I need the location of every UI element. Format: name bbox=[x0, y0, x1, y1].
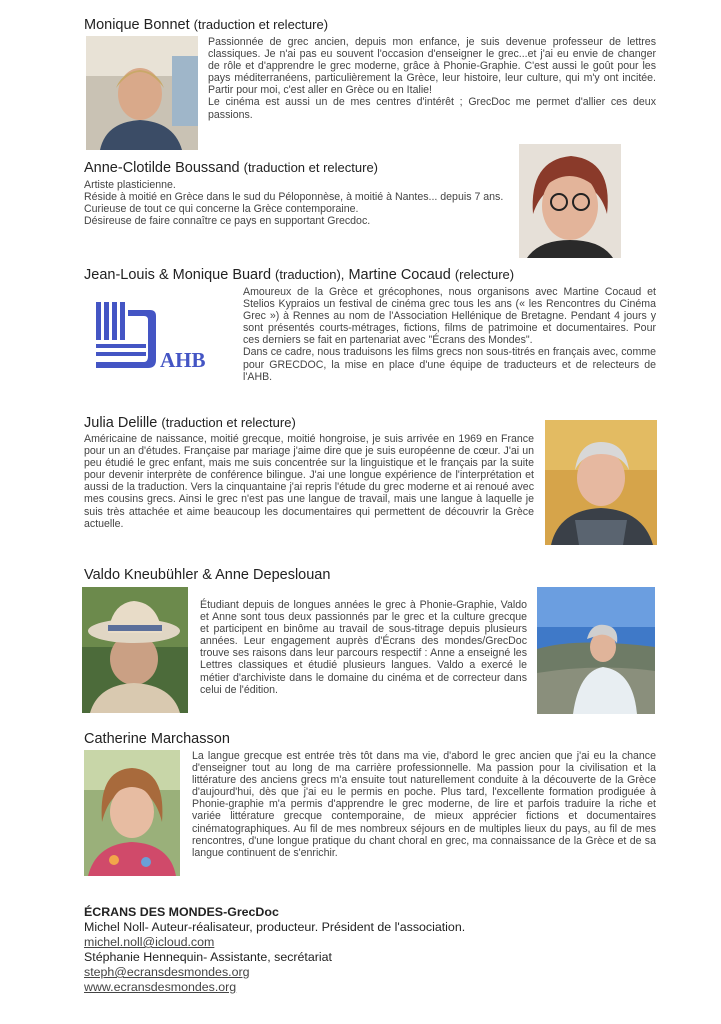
bio-buard-cocaud: Amoureux de la Grèce et grécophones, nous organisons avec Martine Cocaud et Stelios Kypraios un festival de cinéma grec tous les ans (« les Rencontres du Cinéma Grec ») à Rennes au nom de l'Association Hellénique de Bretagne. Pendant 4 jours y sont présentés courts-métrages, fictions, films de patrimoine et documentaires. Pour ces derniers se fait en partenariat avec "Écrans des Mondes". Dans ce cadre, nous traduisons les films grecs non sous-titrés en français avec, comme pour GRECDOC, la mise en place d'une équipe de traducteurs et de relecteurs de l'AHB. bbox=[243, 286, 656, 383]
contact-footer bbox=[84, 905, 465, 995]
contact-line-assistant: Stéphanie Hennequin- Assistante, secrétariat bbox=[84, 950, 332, 964]
photo-anne-depeslouan bbox=[537, 587, 655, 714]
bio-anne-clotilde-boussand: Artiste plasticienne. Réside à moitié en Grèce dans le sud du Péloponnèse, à moitié à Nantes... depuis 7 ans. Curieuse de tout ce qui concerne la Grèce contemporaine. Désireuse de faire connaître ce pays en supportant Grecdoc. bbox=[84, 179, 504, 228]
person-name-catherine-marchasson: Catherine Marchasson bbox=[84, 731, 230, 747]
bio-catherine-marchasson: La langue grecque est entrée très tôt dans ma vie, d'abord le grec ancien que j'ai eu la chance d'enseigner tout au long de ma carrière professionnelle. Ma passion pour la civilisation et la littérature des anciens grecs m'a ensuite tout naturellement conduite à la découverte de la Grèce d'aujourd'hui, dès que j'ai eu le permis en poche. Plus tard, l'excellente formation prodiguée à Phonie-graphie m'a permis d'apprendre le grec moderne, de lire et parfois traduire la riche et variée littérature grecque contemporaine, de mieux apprécier fictions et documentaires cinématographiques. Au fil de mes nombreux séjours en de multiples lieux du pays, au fil de mes rencontres, d'une longue pratique du chant choral en grec, ma connaissance de la Grèce et de sa langue continuent de s'enrichir. bbox=[192, 750, 656, 859]
person-name-monique-bonnet: Monique Bonnet (traduction et relecture) bbox=[84, 17, 329, 33]
organization-name: ÉCRANS DES MONDES-GrecDoc bbox=[84, 905, 279, 919]
person-name-buard-cocaud: Jean-Louis & Monique Buard (traduction), Martine Cocaud (relecture) bbox=[84, 267, 515, 283]
contact-line-president: Michel Noll- Auteur-réalisateur, producteur. Président de l'association. bbox=[84, 920, 466, 934]
website-link[interactable]: www.ecransdesmondes.org bbox=[84, 980, 237, 994]
photo-julia-delille bbox=[545, 420, 657, 545]
bio-valdo-anne: Étudiant depuis de longues années le grec à Phonie-Graphie, Valdo et Anne sont tous deux passionnés par le grec et la culture grecque et participent en binôme au travail de sous-titrage depuis plusieurs années. Leur engagement auprès d'Écrans des mondes/GrecDoc trouve ses raisons dans leur parcours respectif : Anne a enseigné les Lettres classiques et étudié plusieurs langues. Valdo a exercé le métier d'archiviste dans le domaine du cinéma et de correcteur dans celui de l'édition. bbox=[200, 599, 527, 696]
person-name-valdo-anne: Valdo Kneubühler & Anne Depeslouan bbox=[84, 567, 331, 583]
photo-anne-clotilde-boussand bbox=[519, 144, 621, 258]
person-name-julia-delille: Julia Delille (traduction et relecture) bbox=[84, 415, 296, 431]
bio-monique-bonnet: Passionnée de grec ancien, depuis mon enfance, je suis devenue professeur de lettres classiques. Je n'ai pas eu souvent l'occasion d'enseigner le grec...et j'ai eu envie de changer de rôle et d'apprendre le grec moderne, grâce à Phonie-Graphie. C'est aussi le goût pour les pays méditerranéens, particulièrement la Grèce, leur histoire, leur culture, qui m'y ont incitée. Partir pour moi, c'est aller en Grèce ou en Italie! Le cinéma est aussi un de mes centres d'intérêt ; GrecDoc me permet d'allier ces deux passions. bbox=[208, 36, 656, 121]
ahb-logo bbox=[90, 296, 214, 376]
email-link-michel[interactable]: michel.noll@icloud.com bbox=[84, 935, 215, 949]
ahb-logo-text: AHB bbox=[160, 348, 206, 372]
photo-catherine-marchasson bbox=[84, 750, 180, 876]
email-link-steph[interactable]: steph@ecransdesmondes.org bbox=[84, 965, 250, 979]
bio-julia-delille: Américaine de naissance, moitié grecque, moitié hongroise, je suis arrivée en 1969 en France pour un an d'études. Française par mariage j'aime dire que je suis européenne de cœur. J'ai un peu étudié le grec enfant, mais me suis concentrée sur la linguistique et le français par la suite pour devenir interprète de conférence bilingue. J'ai une longue expérience de l'interprétation et aussi de la traduction. Vers la cinquantaine j'ai repris l'étude du grec moderne et ai renoué avec mes cousins grecs. Ainsi le grec n'est pas une langue de travail, mais une langue à laquelle je suis très attachée et aime beaucoup les documentaires qui permettent de découvrir la Grèce actuelle. bbox=[84, 433, 534, 530]
photo-valdo-kneubuhler bbox=[82, 587, 188, 713]
photo-monique-bonnet bbox=[86, 36, 198, 150]
person-name-anne-clotilde-boussand: Anne-Clotilde Boussand (traduction et relecture) bbox=[84, 160, 379, 176]
